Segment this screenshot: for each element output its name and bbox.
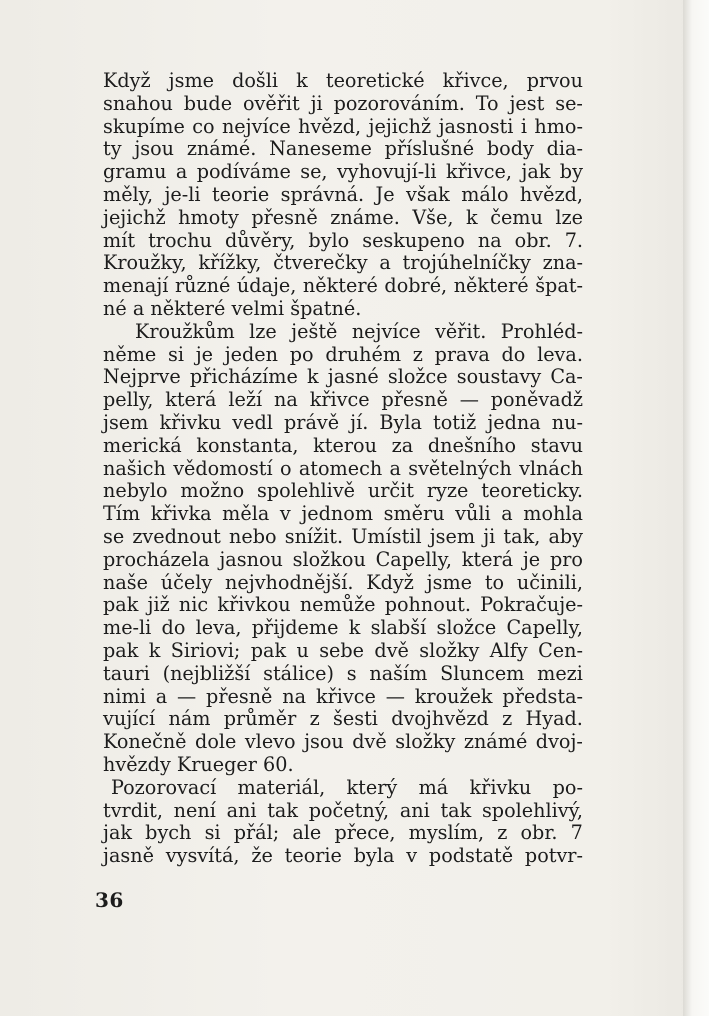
text-line: Když jsme došli k teoretické křivce, prvou — [103, 69, 583, 92]
text-line-paragraph-end: hvězdy Krueger 60. — [103, 752, 294, 776]
text-line-paragraph-end: né a některé velmi špatné. — [103, 296, 362, 320]
text-line: pak k Siriovi; pak u sebe dvě složky Alfy Cen- — [103, 638, 583, 662]
text-line: Tím křivka měla v jednom směru vůli a mohla — [103, 502, 583, 526]
text-line: nimi a — přesně na křivce — kroužek předsta- — [103, 684, 583, 708]
text-line: jejichž hmoty přesně známe. Vše, k čemu lze — [103, 205, 583, 229]
text-line: menají různé údaje, některé dobré, některé špat- — [103, 274, 583, 298]
text-line: ty jsou známé. Naneseme příslušné body dia- — [103, 137, 583, 161]
text-line: snahou bude ověřit ji pozorováním. To jest se- — [103, 91, 583, 115]
text-line: pelly, která leží na křivce přesně — poněvadž — [103, 388, 583, 412]
text-line: jsem křivku vedl právě jí. Byla totiž jedna nu- — [103, 410, 583, 434]
text-line-paragraph-start: Kroužkům lze ještě nejvíce věřit. Prohléd- — [135, 319, 583, 343]
text-line: procházela jasnou složkou Capelly, která je pro — [103, 547, 583, 571]
text-line: gramu a podíváme se, vyhovují-li křivce, jak by — [103, 160, 583, 184]
text-line: jasně vysvítá, že teorie byla v podstatě potvr- — [103, 844, 583, 868]
text-line: našich vědomostí o atomech a světelných vlnách — [103, 456, 583, 480]
text-line: nebylo možno spolehlivě určit ryze teoreticky. — [103, 479, 583, 503]
text-line: se zvednout nebo snížit. Umístil jsem ji tak, aby — [103, 524, 583, 548]
text-line: skupíme co nejvíce hvězd, jejichž jasnosti i hmo- — [103, 114, 583, 138]
text-line: merická konstanta, kterou za dnešního stavu — [103, 433, 583, 457]
text-line: naše účely nejvhodnější. Když jsme to učinili, — [103, 570, 583, 594]
text-line: Nejprve přicházíme k jasné složce soustavy Ca- — [103, 365, 583, 389]
page-edge-shadow — [683, 0, 709, 1016]
text-line: tvrdit, není ani tak početný, ani tak spolehlivý, — [103, 798, 583, 822]
text-line-paragraph-start: Pozorovací materiál, který má křivku po- — [111, 775, 583, 799]
text-line: Kroužky, křížky, čtverečky a trojúhelníčky zna- — [103, 251, 583, 275]
text-line: mít trochu důvěry, bylo seskupeno na obr. 7. — [103, 228, 583, 252]
text-line: pak již nic křivkou nemůže pohnout. Pokračuje- — [103, 593, 583, 617]
body-text — [103, 70, 583, 868]
text-line: vující nám průměr z šesti dvojhvězd z Hyad. — [103, 707, 583, 731]
text-line: jak bych si přál; ale přece, myslím, z obr. 7 — [103, 821, 583, 845]
page-number: 36 — [95, 888, 124, 912]
text-line: Konečně dole vlevo jsou dvě složky známé dvoj- — [103, 730, 583, 754]
text-line: me-li do leva, přijdeme k slabší složce Capelly, — [103, 616, 583, 640]
text-line: něme si je jeden po druhém z prava do leva. — [103, 342, 583, 366]
text-line: měly, je-li teorie správná. Je však málo hvězd, — [103, 182, 583, 206]
text-line: tauri (nejbližší stálice) s naším Sluncem mezi — [103, 661, 583, 685]
